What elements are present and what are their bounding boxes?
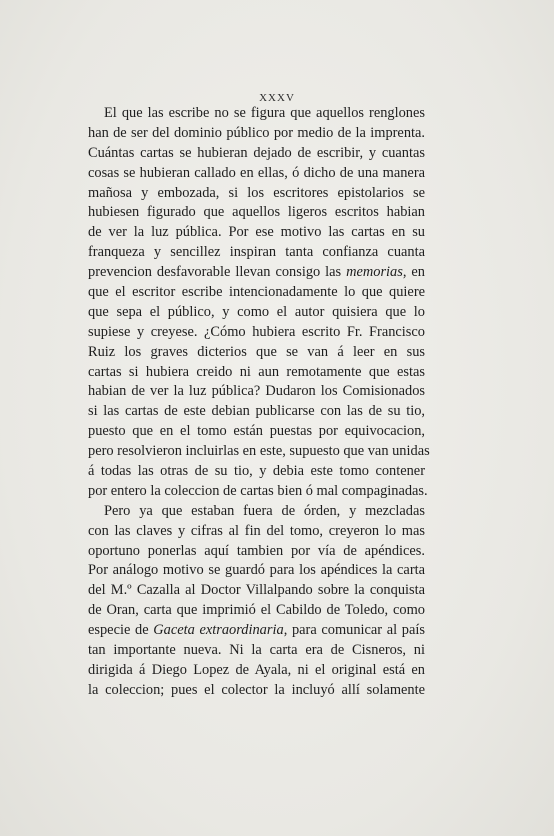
text-line: Cuántas cartas se hubieran dejado de escribir, y cuantas [88,144,425,161]
text-line: mañosa y embozada, si los escritores epistolarios se [88,184,425,201]
text-line: especie de Gaceta extraordinaria, para comunicar al país [88,622,425,639]
text-line: si las cartas de este debian publicarse con las de su tio, [88,403,425,420]
paragraph [88,502,425,701]
text-line: oportuno ponerlas aquí tambien por vía de apéndices. [88,542,425,559]
text-line: puesto que en el tomo están puestas por equivocacion, [88,423,425,440]
italic-phrase: memorias [346,264,403,281]
text-line: franqueza y sencillez inspiran tanta confianza cuanta [88,244,425,261]
text-line: Ruiz los graves dicterios que se van á leer en sus [88,343,425,360]
text-line: supiese y creyese. ¿Cómo hubiera escrito Fr. Francisco [88,323,425,340]
text-line: cartas si hubiera creido ni aun remotamente que estas [88,363,425,380]
text-line: que el escritor escribe intencionadamente lo que quiere [88,284,425,301]
paragraph [88,104,430,502]
text-line: habian de ver la luz pública? Dudaron los Comisionados [88,383,425,400]
text-line: que sepa el público, y como el autor quisiera que lo [88,303,425,320]
text-line: El que las escribe no se figura que aquellos renglones [104,105,425,121]
text-line: tan importante nueva. Ni la carta era de Cisneros, ni [88,642,425,659]
text-line: de Oran, carta que imprimió el Cabildo de Toledo, como [88,602,425,619]
text-line: por entero la coleccion de cartas bien ó mal compaginadas. [88,482,428,499]
text-line: Por análogo motivo se guardó para los apéndices la carta [88,562,425,579]
text-line: dirigida á Diego Lopez de Ayala, ni el original está en [88,661,425,678]
text-line: Pero ya que estaban fuera de órden, y mezcladas [104,502,425,519]
text-line: hubiesen figurado que aquellos ligeros escritos habian [88,204,425,221]
text-line: pero resolvieron incluirlas en este, supuesto que van unidas [88,443,430,460]
italic-phrase: Gaceta extraordinaria [153,622,284,639]
page-number: XXXV [259,92,295,104]
text-line: la coleccion; pues el colector la incluyó allí solamente [88,681,425,698]
text-line: con las claves y cifras al fin del tomo, creyeron lo mas [88,522,425,539]
text-line: á todas las otras de su tio, y debia este tomo contener [88,463,425,480]
text-line: prevencion desfavorable llevan consigo las memorias, en [88,264,425,281]
text-line: cosas se hubieran callado en ellas, ó dicho de una manera [88,164,425,181]
text-line: han de ser del dominio público por medio de la imprenta. [88,124,425,141]
body-text [88,104,430,701]
text-line: del M.º Cazalla al Doctor Villalpando sobre la conquista [88,582,425,599]
text-line: de ver la luz pública. Por ese motivo las cartas en su [88,224,425,241]
